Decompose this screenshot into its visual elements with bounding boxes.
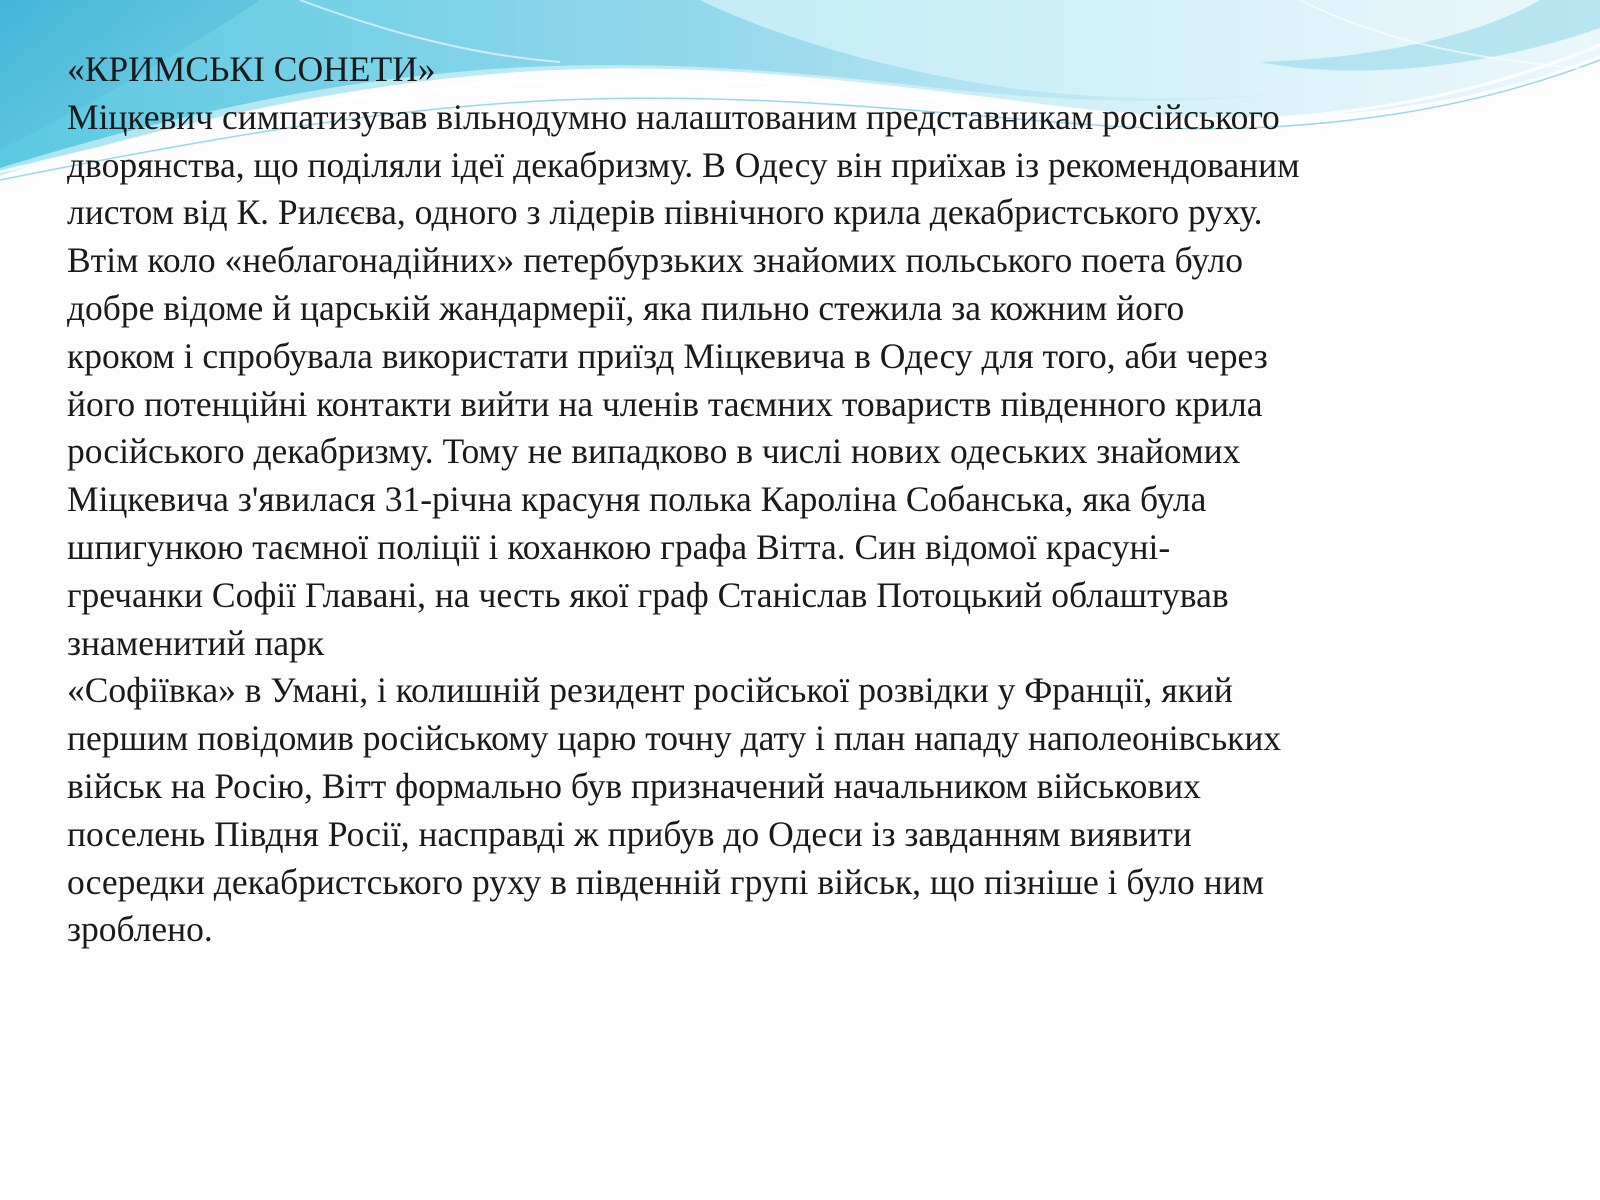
text-line: поселень Півдня Росії, насправді ж прибув до Одеси із завданням виявити	[67, 813, 1192, 854]
slide-title: «КРИМСЬКІ СОНЕТИ»	[67, 49, 436, 89]
text-line: добре відоме й царській жандармерії, яка пильно стежила за кожним його	[67, 287, 1185, 328]
text-line: дворянства, що поділяли ідеї декабризму. В Одесу він приїхав із рекомендованим	[67, 144, 1300, 185]
text-line: шпигункою таємної поліції і коханкою графа Вітта. Син відомої красуні-	[67, 526, 1171, 567]
text-line: «Софіївка» в Умані, і колишній резидент російської розвідки у Франції, який	[67, 670, 1233, 711]
text-line: гречанки Софії Главані, на честь якої граф Станіслав Потоцький облаштував	[67, 574, 1229, 615]
text-line: Втім коло «неблагонадійних» петербурзьких знайомих польського поета було	[67, 240, 1244, 281]
text-line: осередки декабристського руху в південній групі військ, що пізніше і було ним	[67, 861, 1265, 902]
text-line: його потенційні контакти вийти на членів таємних товариств південного крила	[67, 383, 1263, 424]
text-line: зроблено.	[67, 909, 213, 950]
text-line: кроком і спробувала використати приїзд Міцкевича в Одесу для того, аби через	[67, 335, 1268, 376]
text-line: першим повідомив російському царю точну дату і план нападу наполеонівських	[67, 718, 1282, 759]
text-line: Міцкевич симпатизував вільнодумно налаштованим представникам російського	[67, 96, 1280, 137]
text-line: Міцкевича з'явилася 31-річна красуня полька Кароліна Собанська, яка була	[67, 479, 1207, 520]
text-line: російського декабризму. Тому не випадково в числі нових одеських знайомих	[67, 431, 1241, 472]
body-text	[67, 46, 1567, 954]
text-line: знаменитий парк	[67, 622, 325, 663]
text-line: військ на Росію, Вітт формально був призначений начальником військових	[67, 765, 1201, 806]
text-line: листом від К. Рилєєва, одного з лідерів північного крила декабристського руху.	[67, 192, 1263, 233]
